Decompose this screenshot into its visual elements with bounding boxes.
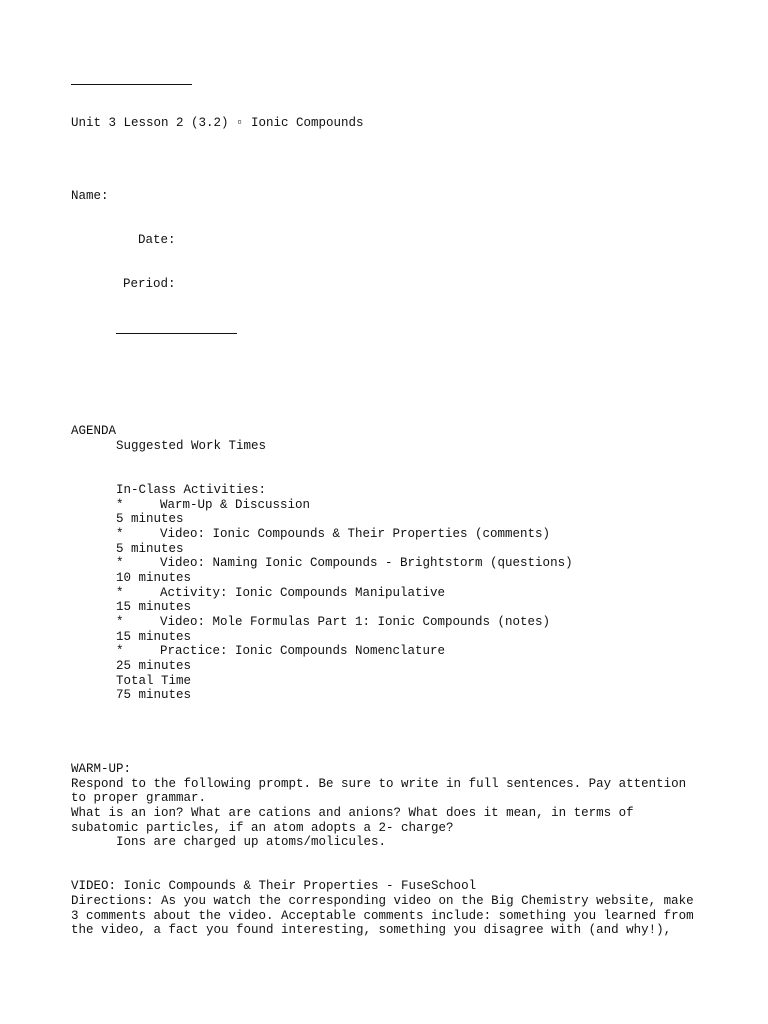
- agenda-item-label: Video: Naming Ionic Compounds - Brightstorm (questions): [160, 556, 573, 570]
- bullet: *: [116, 586, 124, 600]
- date-label: Date:: [138, 233, 176, 247]
- page-title: Unit 3 Lesson 2 (3.2) ▫ Ionic Compounds: [71, 116, 364, 130]
- warmup-heading: WARM-UP:: [71, 762, 132, 776]
- agenda-item-time: 5 minutes: [116, 512, 184, 526]
- agenda-item-label: Video: Mole Formulas Part 1: Ionic Compounds (notes): [160, 615, 551, 629]
- agenda-item: [116, 527, 550, 542]
- agenda-item: [116, 615, 550, 630]
- agenda-item: [116, 644, 445, 659]
- total-time-label: Total Time: [116, 674, 192, 688]
- in-class-activities-label: In-Class Activities:: [116, 483, 267, 497]
- agenda-item-label: Video: Ionic Compounds & Their Properties (comments): [160, 527, 551, 541]
- name-label: Name:: [71, 189, 109, 203]
- agenda-item-label: Warm-Up & Discussion: [160, 498, 311, 512]
- warmup-text: subatomic particles, if an atom adopts a 2- charge?: [71, 821, 454, 835]
- warmup-text: Respond to the following prompt. Be sure to write in full sentences. Pay attention: [71, 777, 687, 791]
- bullet: *: [116, 615, 124, 629]
- agenda-item-time: 5 minutes: [116, 542, 184, 556]
- agenda-item: [116, 498, 310, 513]
- agenda-item-time: 25 minutes: [116, 659, 192, 673]
- agenda-item: [116, 586, 445, 601]
- agenda-item-time: 15 minutes: [116, 630, 192, 644]
- video-heading: VIDEO: Ionic Compounds & Their Properties - FuseSchool: [71, 879, 477, 893]
- video-directions: Directions: As you watch the corresponding video on the Big Chemistry website, make: [71, 894, 694, 908]
- bullet: *: [116, 527, 124, 541]
- warmup-text: What is an ion? What are cations and anions? What does it mean, in terms of: [71, 806, 634, 820]
- bullet: *: [116, 498, 124, 512]
- top-divider: [71, 84, 192, 85]
- bullet: *: [116, 556, 124, 570]
- agenda-item-time: 10 minutes: [116, 571, 192, 585]
- agenda-item: [116, 556, 573, 571]
- header-divider: [116, 333, 237, 334]
- video-directions: 3 comments about the video. Acceptable comments include: something you learned from: [71, 909, 694, 923]
- bullet: *: [116, 644, 124, 658]
- warmup-answer: Ions are charged up atoms/molicules.: [116, 835, 387, 849]
- agenda-item-label: Practice: Ionic Compounds Nomenclature: [160, 644, 446, 658]
- warmup-text: to proper grammar.: [71, 791, 207, 805]
- video-directions: the video, a fact you found interesting, something you disagree with (and why!),: [71, 923, 672, 937]
- agenda-heading: AGENDA: [71, 424, 117, 438]
- period-label: Period:: [123, 277, 176, 291]
- total-time-value: 75 minutes: [116, 688, 192, 702]
- agenda-item-label: Activity: Ionic Compounds Manipulative: [160, 586, 446, 600]
- suggested-work-times: Suggested Work Times: [116, 439, 267, 453]
- agenda-item-time: 15 minutes: [116, 600, 192, 614]
